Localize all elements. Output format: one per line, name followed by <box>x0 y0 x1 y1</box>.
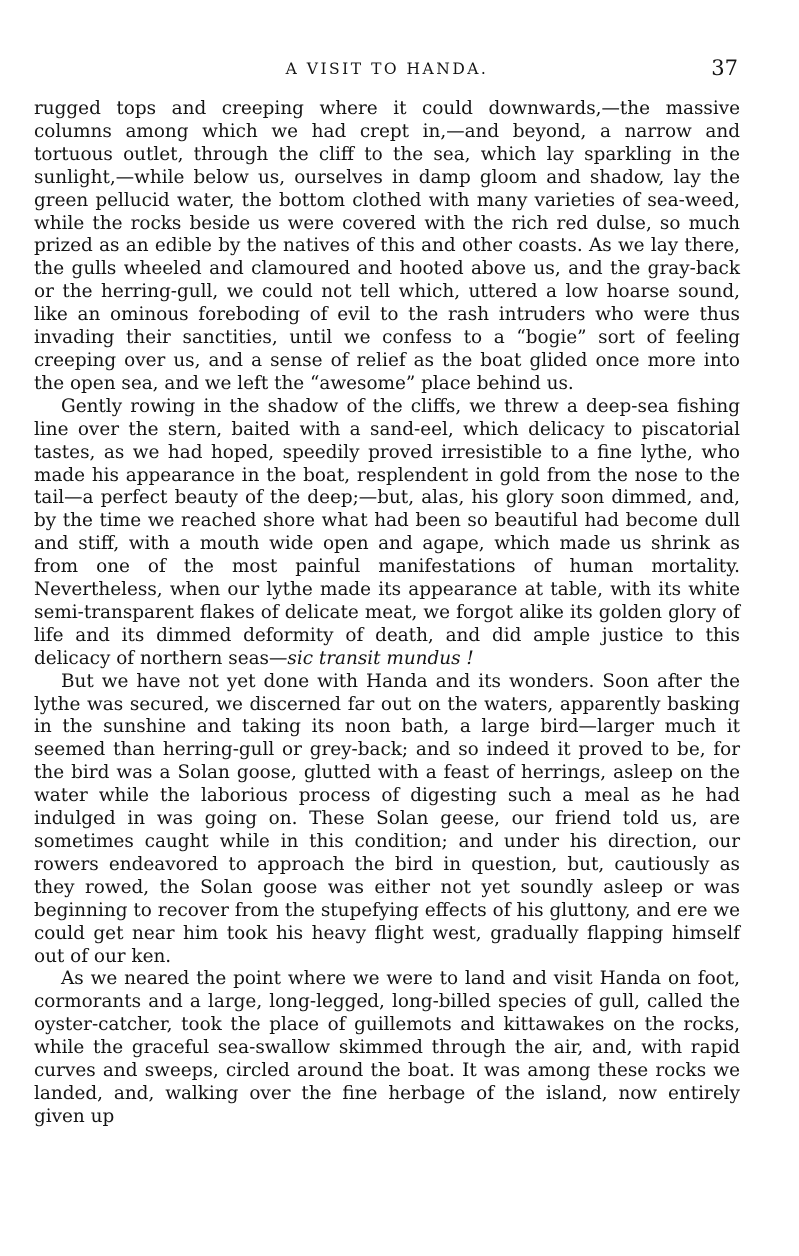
latin-phrase: sic transit mundus ! <box>287 647 474 669</box>
page-number: 37 <box>711 56 738 80</box>
paragraph-continued <box>34 98 740 396</box>
paragraph-text: But we have not yet done with Handa and its wonders. Soon after the lythe was secured, we discerned far out on the waters, apparently basking in the sunshine and taking its noon bath, a large bird—larger much it seemed than herring-gull or grey-back; and so indeed it proved to be, for the bird was a Solan goose, glutted with a feast of herrings, asleep on the water while the laborious process of digesting such a meal as he had indulged in was going on. These Solan geese, our friend told us, are sometimes caught while in this condition; and under his direction, our rowers endeavored to approach the bird in question, but, cautiously as they rowed, the Solan goose was either not yet soundly asleep or was beginning to recover from the stupefying effects of his gluttony, and ere we could get near him took his heavy flight west, gradually flapping himself out of our ken. <box>34 670 740 967</box>
paragraph <box>34 671 740 969</box>
page-header <box>34 56 740 86</box>
paragraph <box>34 396 740 671</box>
paragraph-text: Gently rowing in the shadow of the cliffs, we threw a deep-sea fishing line over the stern, baited with a sand-eel, which delicacy to piscatorial tastes, as we had hoped, speedily proved irresistible to a fine lythe, who made his appearance in the boat, resplendent in gold from the nose to the tail—a perfect beauty of the deep;—but, alas, his glory soon dimmed, and, by the time we reached shore what had been so beautiful had become dull and stiff, with a mouth wide open and agape, which made us shrink as from one of the most painful manifestations of human mortality. Nevertheless, when our lythe made its appearance at table, with its white semi-transparent flakes of delicate meat, we forgot alike its golden glory of life and its dimmed deformity of death, and did ample justice to this delicacy of northern seas— <box>34 395 740 669</box>
body-text <box>34 98 740 1129</box>
paragraph-text: rugged tops and creeping where it could downwards,—the massive columns among which we had crept in,—and beyond, a narrow and tortuous outlet, through the cliff to the sea, which lay sparkling in the sunlight,—while below us, ourselves in damp gloom and shadow, lay the green pellucid water, the bottom clothed with many varieties of sea-weed, while the rocks beside us were covered with the rich red dulse, so much prized as an edible by the natives of this and other coasts. As we lay there, the gulls wheeled and clamoured and hooted above us, and the gray-back or the herring-gull, we could not tell which, uttered a low hoarse sound, like an ominous foreboding of evil to the rash intruders who were thus invading their sanctities, until we confess to a “bogie” sort of feeling creeping over us, and a sense of relief as the boat glided once more into the open sea, and we left the “awesome” place behind us. <box>34 98 740 394</box>
paragraph-text: As we neared the point where we were to land and visit Handa on foot, cormorants and a large, long-legged, long-billed species of gull, called the oyster-catcher, took the place of guillemots and kittawakes on the rocks, while the graceful sea-swallow skimmed through the air, and, with rapid curves and sweeps, circled around the boat. It was among these rocks we landed, and, walking over the fine herbage of the island, now entirely given up <box>34 968 740 1127</box>
paragraph <box>34 968 740 1128</box>
running-title: A VISIT TO HANDA. <box>285 60 489 78</box>
book-page <box>34 56 740 1129</box>
